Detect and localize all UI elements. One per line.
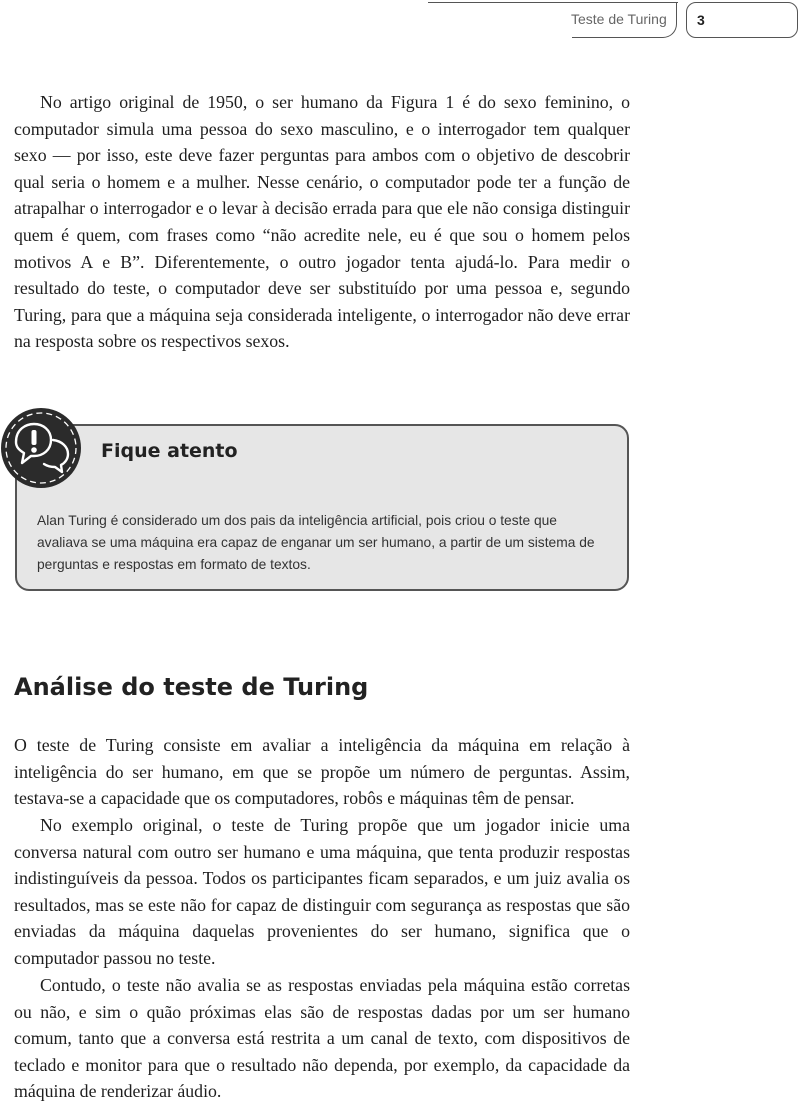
section-heading: Análise do teste de Turing: [14, 673, 369, 701]
callout-title: Fique atento: [101, 440, 238, 462]
page-number: 3: [686, 2, 798, 38]
intro-paragraph: No artigo original de 1950, o ser humano da Figura 1 é do sexo feminino, o computador simula uma pessoa do sexo masculino, e o interrogador tem qualquer sexo — por isso, este deve fazer perguntas para ambos com o objetivo de descobrir qual seria o homem e a mulher. Nesse cenário, o computador pode ter a função de atrapalhar o interrogador e o levar à decisão errada para que ele não consiga distinguir quem é quem, com frases como “não acredite nele, eu é que sou o homem pelos motivos A e B”. Diferentemente, o outro jogador tenta ajudá-lo. Para medir o resultado do teste, o computador deve ser substituído por uma pessoa e, segundo Turing, para que a máquina seja considerada inteligente, o interrogador não deve errar na resposta sobre os respectivos sexos.: [14, 92, 630, 352]
exclamation-speech-bubbles-icon: [0, 407, 82, 489]
callout-text: Alan Turing é considerado um dos pais da inteligência artificial, pois criou o teste que avaliava se uma máquina era capaz de enganar um ser humano, a partir de um sistema de perguntas e respostas em formato de textos.: [37, 513, 595, 572]
section-paragraph-3: Contudo, o teste não avalia se as respostas enviadas pela máquina estão corretas ou não, e sim o quão próximas elas são de respostas dadas por um ser humano comum, tanto que a conversa está restrita a um canal de texto, com dispositivos de teclado e monitor para que o resultado não dependa, por exemplo, da capacidade da máquina de renderizar áudio.: [14, 975, 630, 1102]
header-title: Teste de Turing: [571, 11, 667, 27]
section-paragraph-2: No exemplo original, o teste de Turing propõe que um jogador inicie uma conversa natural com outro ser humano e uma máquina, que tenta produzir respostas indistinguíveis da pessoa. Todos os participantes ficam separados, e um juiz avalia os resultados, mas se este não for capaz de distinguir com segurança as respostas que são enviadas da máquina daquelas provenientes do ser humano, significa que o computador passou no teste.: [14, 815, 630, 968]
section-paragraph-1: O teste de Turing consiste em avaliar a inteligência da máquina em relação à inteligência do ser humano, em que se propõe um número de perguntas. Assim, testava-se a capacidade que os computadores, robôs e máquinas têm de pensar.: [14, 735, 630, 809]
